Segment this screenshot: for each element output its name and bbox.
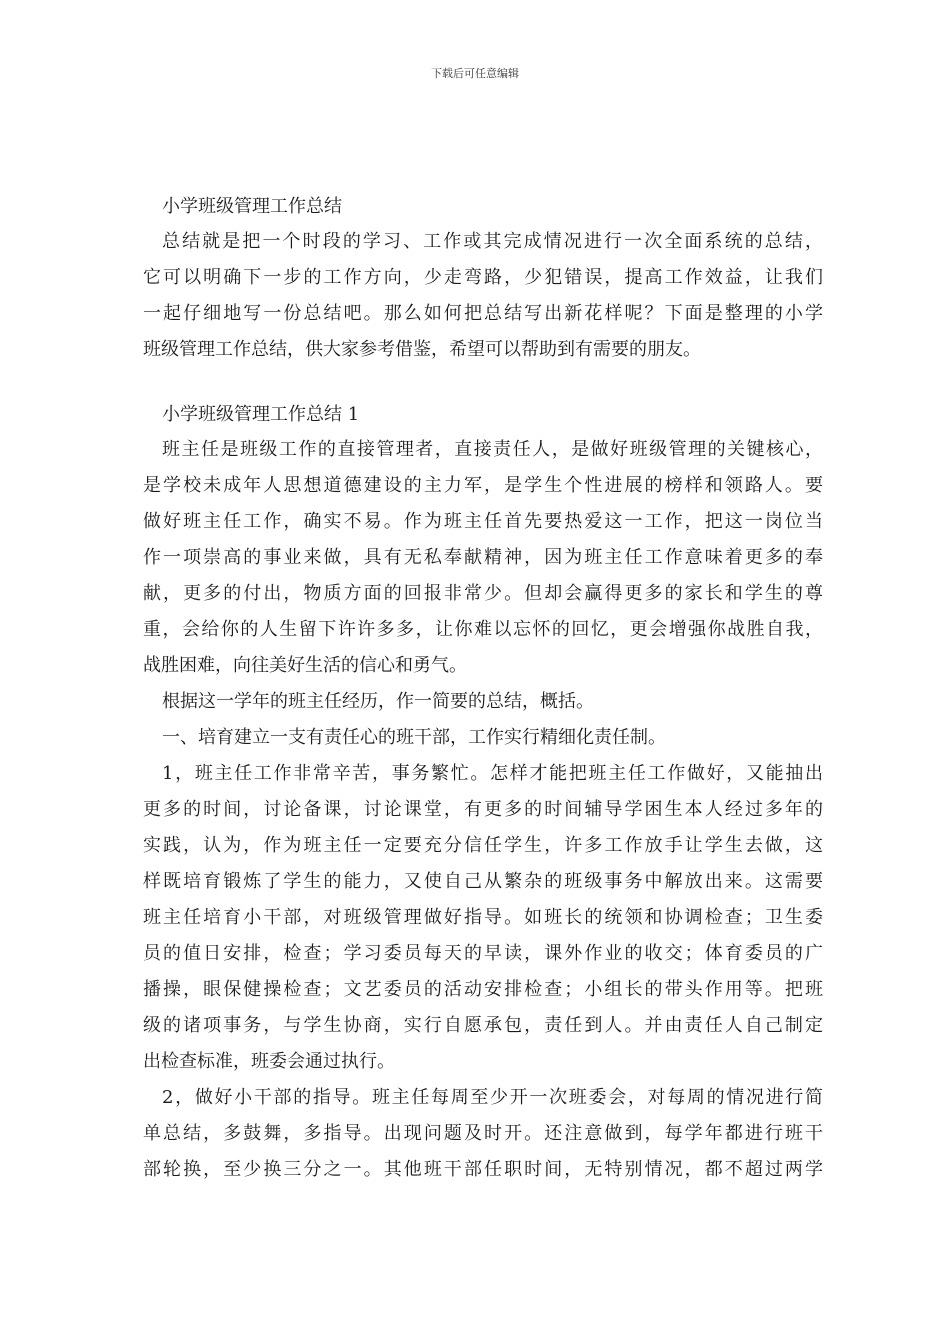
paragraph-line: 级的诸项事务，与学生协商，实行自愿承包，责任到人。并由责任人自己制定 — [143, 1015, 823, 1036]
paragraph-2: 根据这一学年的班主任经历，作一简要的总结，概括。 — [162, 691, 594, 712]
paragraph-line: 一起仔细地写一份总结吧。那么如何把总结写出新花样呢？下面是整理的小学 — [143, 303, 823, 324]
paragraph-line: 作一项崇高的事业来做，具有无私奉献精神，因为班主任工作意味着更多的奉 — [143, 547, 823, 568]
header-note: 下载后可任意编辑 — [431, 67, 519, 80]
paragraph-5 — [143, 1080, 823, 1188]
paragraph-line: 是学校未成年人思想道德建设的主力军，是学生个性进展的榜样和领路人。要 — [143, 475, 823, 496]
paragraph-line: 做好班主任工作，确实不易。作为班主任首先要热爱这一工作，把这一岗位当 — [143, 511, 823, 532]
paragraph-spacer — [143, 368, 823, 398]
paragraph-line: 出检查标准，班委会通过执行。 — [143, 1051, 395, 1072]
paragraph-line: 播操，眼保健操检查；文艺委员的活动安排检查；小组长的带头作用等。把班 — [143, 979, 823, 1000]
paragraph-line: 重，会给你的人生留下许许多多，让你难以忘怀的回忆，更会增强你战胜自我， — [143, 619, 823, 640]
document-title: 小学班级管理工作总结 — [162, 196, 342, 217]
paragraph-line: 战胜困难，向往美好生活的信心和勇气。 — [143, 655, 467, 676]
paragraph-line: 样既培育锻炼了学生的能力，又使自己从繁杂的班级事务中解放出来。这需要 — [143, 871, 823, 892]
section-title: 小学班级管理工作总结 1 — [162, 404, 360, 425]
paragraph-line: 它可以明确下一步的工作方向，少走弯路，少犯错误，提高工作效益，让我们 — [143, 267, 823, 288]
paragraph-line: 更多的时间，讨论备课，讨论课堂，有更多的时间辅导学困生本人经过多年的 — [143, 799, 823, 820]
paragraph-line: 献，更多的付出，物质方面的回报非常少。但却会赢得更多的家长和学生的尊 — [143, 583, 823, 604]
paragraph-line: 总结就是把一个时段的学习、工作或其完成情况进行一次全面系统的总结， — [162, 231, 823, 252]
intro-paragraph — [143, 224, 823, 368]
paragraph-line: 实践，认为，作为班主任一定要充分信任学生，许多工作放手让学生去做，这 — [143, 835, 823, 856]
paragraph-4 — [143, 756, 823, 1080]
paragraph-line: 班级管理工作总结，供大家参考借鉴，希望可以帮助到有需要的朋友。 — [143, 339, 701, 360]
paragraph-1 — [143, 432, 823, 684]
document-body — [143, 190, 823, 1188]
paragraph-line: 1，班主任工作非常辛苦，事务繁忙。怎样才能把班主任工作做好，又能抽出 — [162, 763, 823, 784]
paragraph-line: 2，做好小干部的指导。班主任每周至少开一次班委会，对每周的情况进行简 — [162, 1087, 823, 1108]
paragraph-line: 班主任培育小干部，对班级管理做好指导。如班长的统领和协调检查；卫生委 — [143, 907, 823, 928]
paragraph-3-heading: 一、培育建立一支有责任心的班干部，工作实行精细化责任制。 — [162, 727, 666, 748]
paragraph-line: 员的值日安排，检查；学习委员每天的早读，课外作业的收交；体育委员的广 — [143, 943, 823, 964]
paragraph-line: 部轮换，至少换三分之一。其他班干部任职时间，无特别情况，都不超过两学 — [143, 1159, 823, 1180]
paragraph-line: 班主任是班级工作的直接管理者，直接责任人，是做好班级管理的关键核心， — [162, 439, 823, 460]
paragraph-line: 单总结，多鼓舞，多指导。出现问题及时开。还注意做到，每学年都进行班干 — [143, 1123, 823, 1144]
